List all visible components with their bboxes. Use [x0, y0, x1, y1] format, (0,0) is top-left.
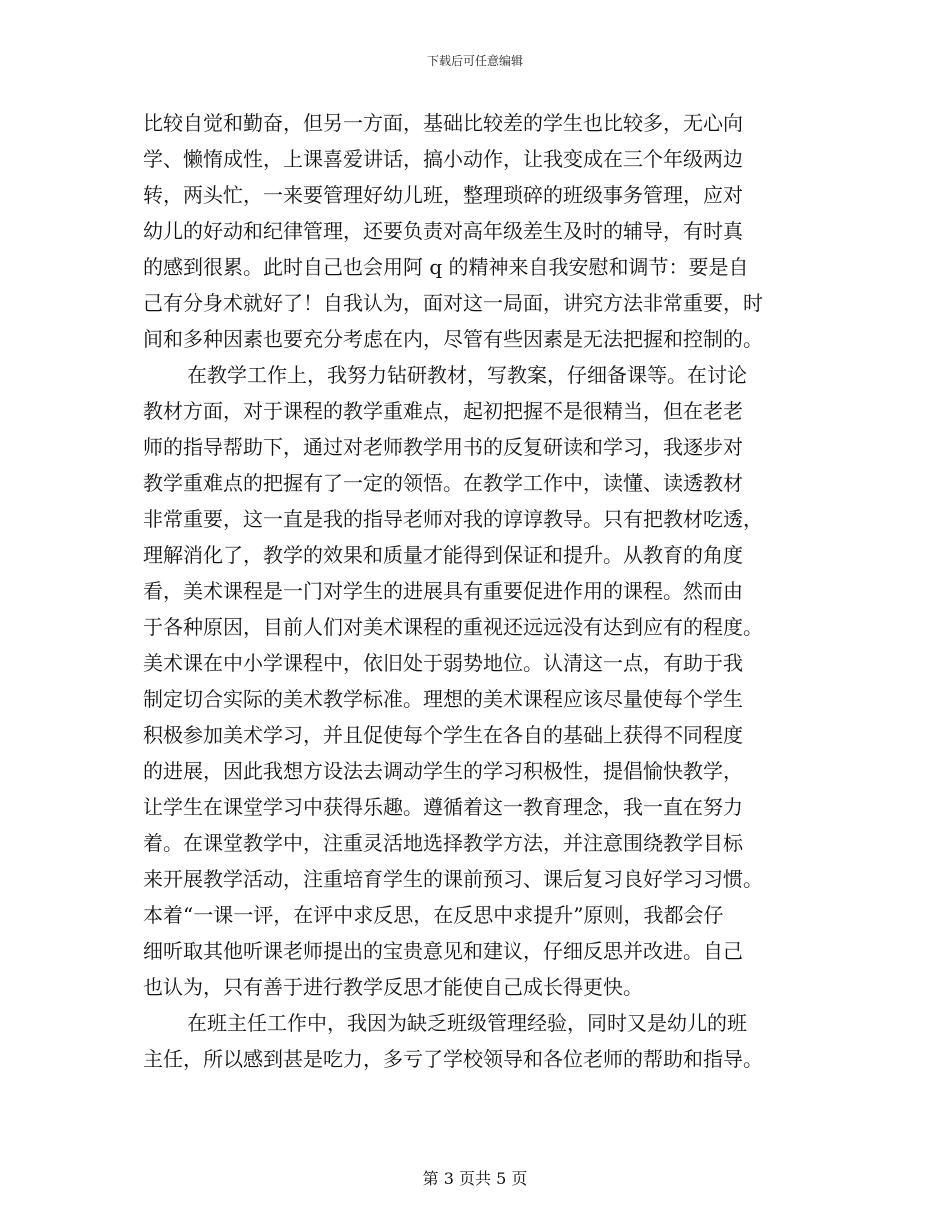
- text-line: 理解消化了，教学的效果和质量才能得到保证和提升。从教育的角度: [143, 543, 743, 567]
- text-line: 间和多种因素也要充分考虑在内，尽管有些因素是无法把握和控制的。: [143, 327, 763, 351]
- text-line: 主任，所以感到甚是吃力，多亏了学校领导和各位老师的帮助和指导。: [143, 1047, 763, 1071]
- text-line: 让学生在课堂学习中获得乐趣。遵循着这一教育理念，我一直在努力: [143, 795, 743, 819]
- text-line: 积极参加美术学习，并且促使每个学生在各自的基础上获得不同程度: [143, 723, 743, 747]
- text-line: 的进展，因此我想方设法去调动学生的学习积极性，提倡愉快教学，: [143, 759, 743, 783]
- text-line: 美术课在中小学课程中，依旧处于弱势地位。认清这一点，有助于我: [143, 651, 743, 675]
- text-line: 教材方面，对于课程的教学重难点，起初把握不是很精当，但在老老: [143, 399, 743, 423]
- text-line: 看，美术课程是一门对学生的进展具有重要促进作用的课程。然而由: [143, 579, 743, 603]
- text-line: 比较自觉和勤奋，但另一方面，基础比较差的学生也比较多，无心向: [143, 111, 743, 135]
- text-line: 本着“一课一评，在评中求反思，在反思中求提升”原则，我都会仔: [143, 903, 724, 927]
- text-line: 教学重难点的把握有了一定的领悟。在教学工作中，读懂、读透教材: [143, 471, 743, 495]
- page-header: 下载后可任意编辑: [426, 54, 523, 68]
- text-line: 己有分身术就好了！自我认为，面对这一局面，讲究方法非常重要，时: [143, 291, 763, 315]
- text-line: 也认为，只有善于进行教学反思才能使自己成长得更快。: [143, 975, 643, 999]
- page-footer: 第 3 页共 5 页: [422, 1169, 528, 1188]
- text-line: 师的指导帮助下，通过对老师教学用书的反复研读和学习，我逐步对: [143, 435, 743, 459]
- text-line: 转，两头忙，一来要管理好幼儿班，整理琐碎的班级事务管理，应对: [143, 183, 743, 207]
- text-line: 着。在课堂教学中，注重灵活地选择教学方法，并注意围绕教学目标: [143, 831, 743, 855]
- paragraph-first-line: 在班主任工作中，我因为缺乏班级管理经验，同时又是幼儿的班: [187, 1011, 747, 1035]
- document-body: [143, 108, 815, 1080]
- paragraph-first-line: 在教学工作上，我努力钻研教材，写教案，仔细备课等。在讨论: [187, 363, 747, 387]
- text-line: 的感到很累。此时自己也会用阿 q 的精神来自我安慰和调节：要是自: [143, 255, 749, 279]
- text-line: 细听取其他听课老师提出的宝贵意见和建议，仔细反思并改进。自己: [143, 939, 743, 963]
- text-line: 来开展教学活动，注重培育学生的课前预习、课后复习良好学习习惯。: [143, 867, 763, 891]
- text-line: 非常重要，这一直是我的指导老师对我的谆谆教导。只有把教材吃透，: [143, 507, 763, 531]
- text-line: 幼儿的好动和纪律管理，还要负责对高年级差生及时的辅导，有时真: [143, 219, 743, 243]
- text-line: 制定切合实际的美术教学标准。理想的美术课程应该尽量使每个学生: [143, 687, 743, 711]
- text-line: 于各种原因，目前人们对美术课程的重视还远远没有达到应有的程度。: [143, 615, 763, 639]
- text-line: 学、懒惰成性，上课喜爱讲话，搞小动作，让我变成在三个年级两边: [143, 147, 743, 171]
